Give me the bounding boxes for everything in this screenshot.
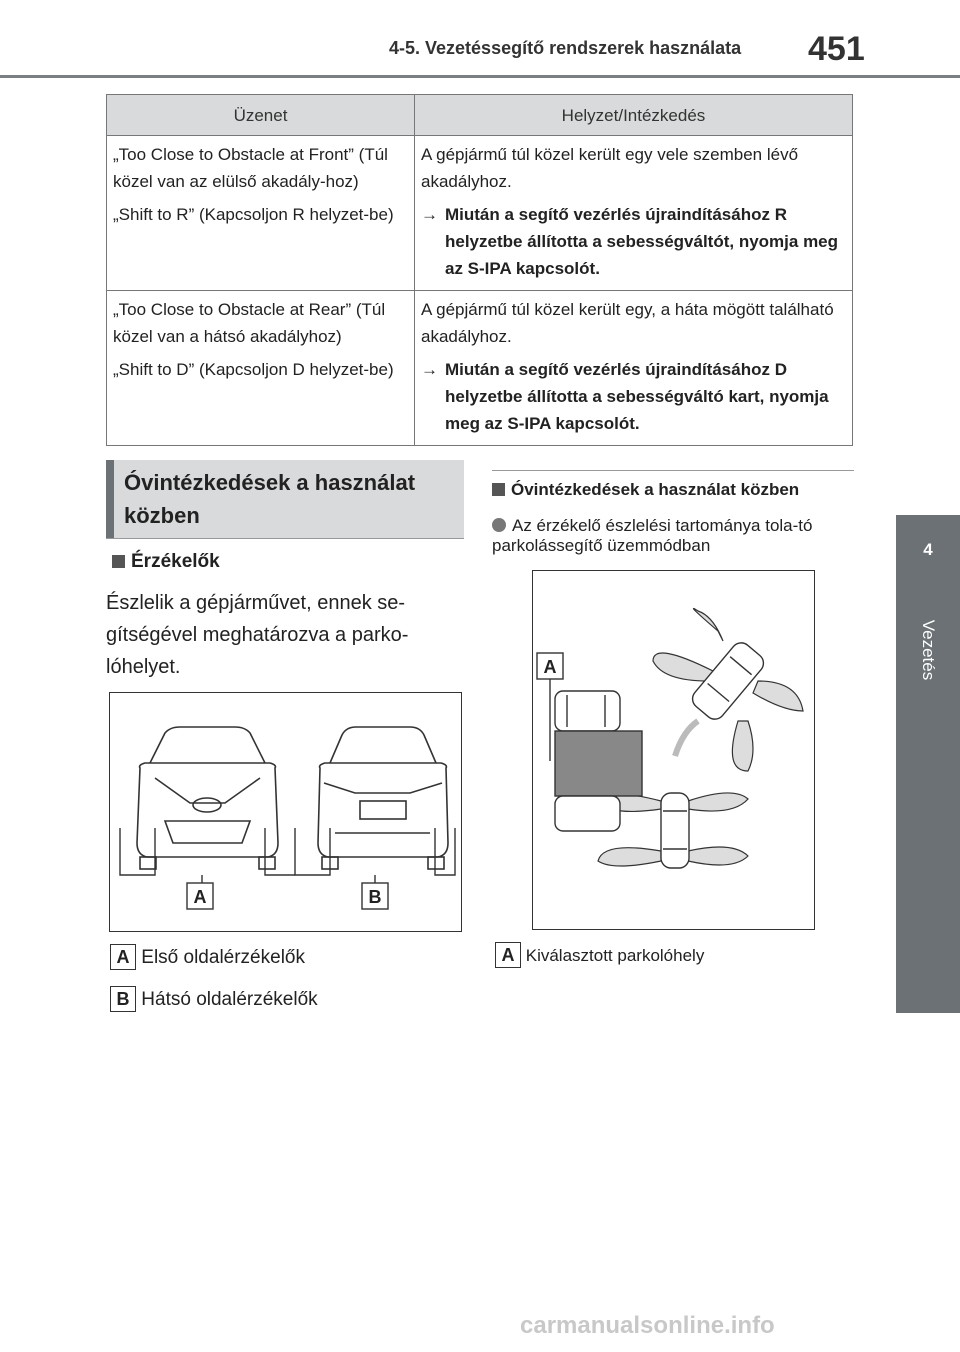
action-item — [421, 356, 846, 437]
subsection-rule — [492, 470, 854, 471]
table-cell-situation — [415, 136, 853, 291]
action-item — [421, 201, 846, 282]
caption-label: B — [110, 986, 136, 1012]
caption-label: A — [495, 942, 521, 968]
circle-bullet-icon — [492, 518, 506, 532]
parking-assist-illustration — [533, 571, 814, 929]
sensors-paragraph: Észlelik a gépjárművet, ennek se-gítségével meghatározva a parko-lóhelyet. — [106, 592, 409, 678]
table-header: Helyzet/Intézkedés — [415, 95, 853, 136]
figure-label-a: A — [193, 887, 207, 907]
square-bullet-icon — [112, 555, 125, 568]
action-text: Miután a segítő vezérlés újraindításához D helyzetbe állította a sebességváltó kart, nyomja meg az S-IPA kapcsolót. — [445, 360, 829, 433]
caption-selected-space — [495, 942, 704, 968]
caption-rear-sensors — [110, 986, 318, 1012]
caption-front-sensors — [110, 944, 305, 970]
table-row — [107, 136, 853, 291]
parking-figure — [532, 570, 815, 930]
section-heading — [106, 460, 464, 539]
watermark: carmanualsonline.info — [520, 1312, 775, 1339]
situation-text: A gépjármű túl közel került egy vele szemben lévő akadályhoz. — [421, 145, 799, 191]
caption-text: Első oldalérzékelők — [141, 947, 305, 968]
bullet-detection-range — [492, 516, 857, 556]
subheading-sensors — [112, 551, 220, 573]
caption-text: Kiválasztott parkolóhely — [525, 946, 705, 965]
subheading-precautions — [492, 480, 799, 500]
figure-label-a: A — [543, 657, 557, 677]
bullet-text: Az érzékelő észlelési tartománya tola-tó parkolássegítő üzemmódban — [492, 516, 813, 555]
heading-accent-bar — [106, 460, 114, 538]
table-cell-message — [107, 136, 415, 291]
table-header: Üzenet — [107, 95, 415, 136]
subheading-text: Óvintézkedések a használat közben — [511, 480, 800, 499]
sensor-figure — [109, 692, 462, 932]
message-table — [106, 94, 853, 446]
car-front-rear-illustration — [110, 693, 461, 931]
table-row — [107, 291, 853, 446]
chapter-name-wrap — [896, 600, 960, 720]
page-number: 451 — [808, 30, 865, 68]
header-rule — [0, 75, 960, 78]
section-title: 4-5. Vezetéssegítő rendszerek használata — [389, 38, 742, 58]
square-bullet-icon — [492, 483, 505, 496]
situation-text: A gépjármű túl közel került egy, a háta mögött található akadályhoz. — [421, 300, 834, 346]
arrow-icon: → — [421, 360, 438, 379]
subheading-text: Érzékelők — [131, 551, 220, 572]
table-header-row — [107, 95, 853, 136]
action-text: Miután a segítő vezérlés újraindításához R helyzetbe állította a sebességváltót, nyomja meg az S-IPA kapcsolót. — [445, 205, 839, 278]
chapter-number: 4 — [923, 540, 933, 559]
caption-text: Hátsó oldalérzékelők — [141, 989, 318, 1010]
section-heading-text: Óvintézkedések a használat közben — [124, 470, 416, 528]
message-text: „Shift to R” (Kapcsoljon R helyzet-be) — [113, 205, 394, 224]
message-text: „Shift to D” (Kapcsoljon D helyzet-be) — [113, 360, 394, 379]
arrow-icon: → — [421, 205, 438, 224]
message-text: „Too Close to Obstacle at Rear” (Túl közel van a hátsó akadályhoz) — [113, 300, 386, 346]
table-cell-message — [107, 291, 415, 446]
figure-label-b: B — [368, 887, 382, 907]
chapter-tab — [896, 515, 960, 1013]
caption-label: A — [110, 944, 136, 970]
table-cell-situation — [415, 291, 853, 446]
message-text: „Too Close to Obstacle at Front” (Túl közel van az elülső akadály-hoz) — [113, 145, 388, 191]
chapter-name: Vezetés — [919, 619, 938, 681]
